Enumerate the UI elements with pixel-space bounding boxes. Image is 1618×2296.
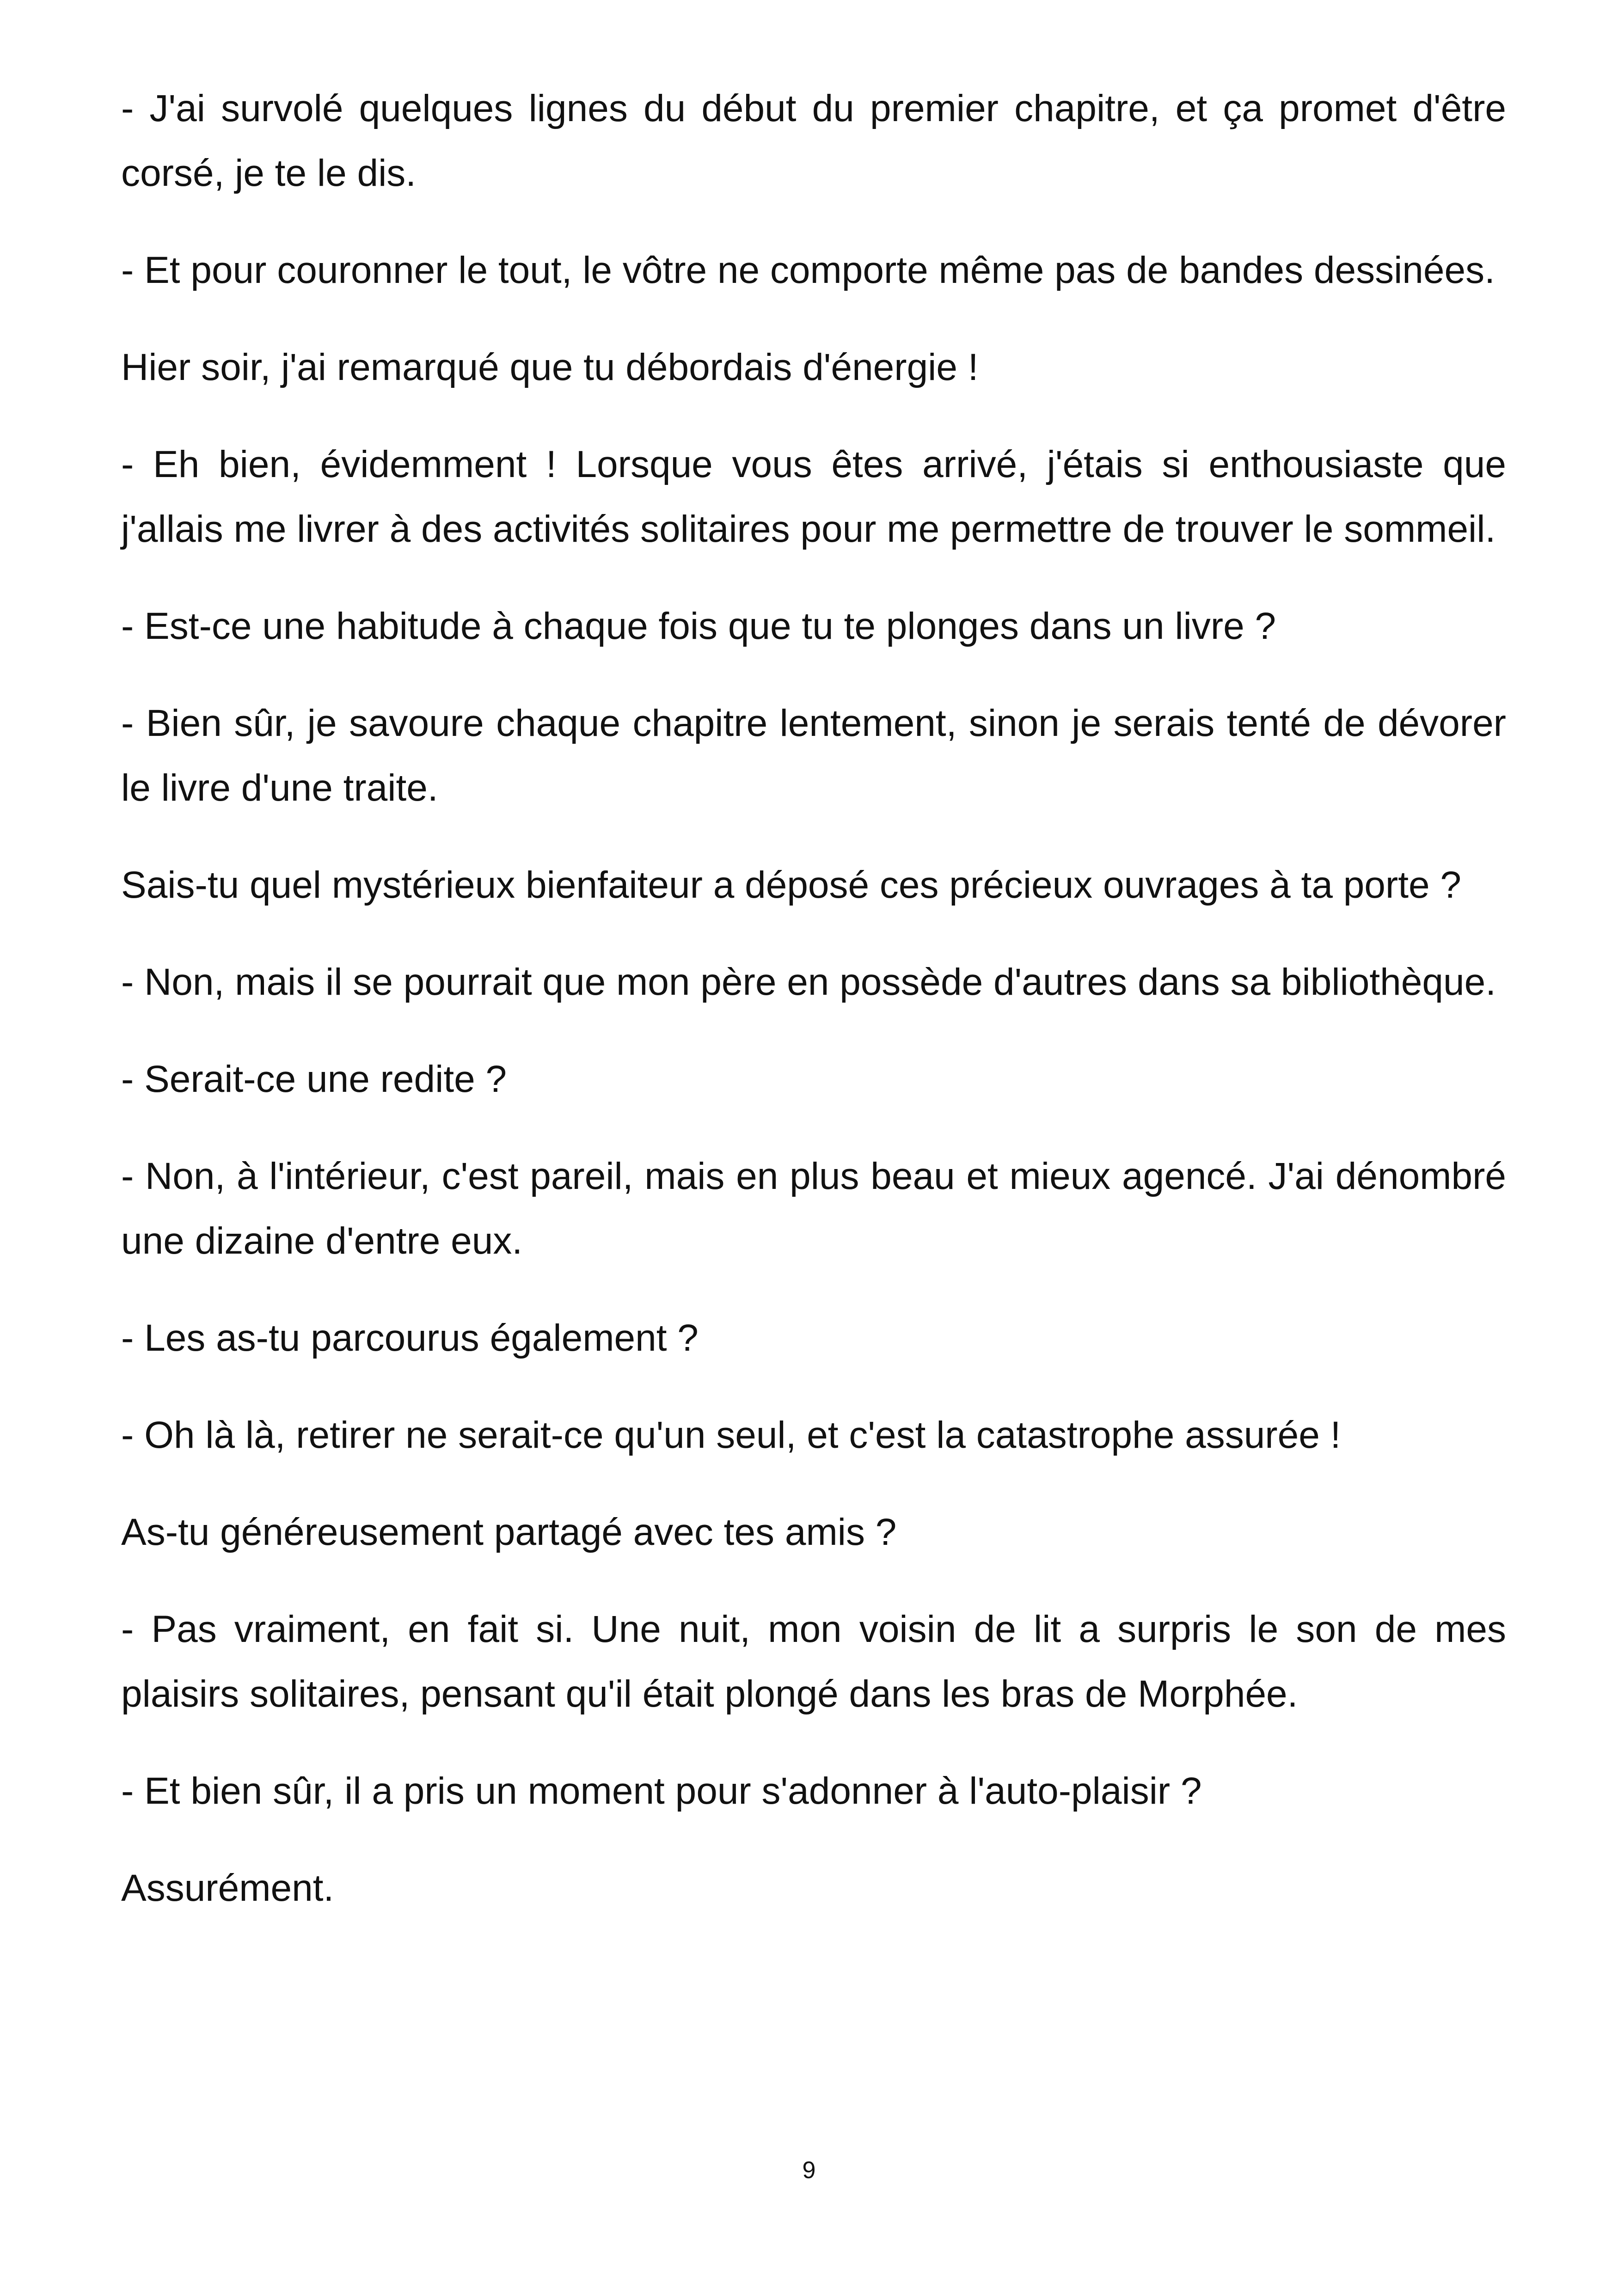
paragraph: - Eh bien, évidemment ! Lorsque vous êtes arrivé, j'étais si enthousiaste que j'allais me livrer à des activités solitaires pour me permettre de trouver le sommeil. — [121, 443, 1506, 550]
paragraph: - Non, mais il se pourrait que mon père en possède d'autres dans sa bibliothèque. — [121, 961, 1496, 1003]
paragraph: - Est-ce une habitude à chaque fois que tu te plonges dans un livre ? — [121, 605, 1276, 647]
text-body — [121, 76, 1506, 1953]
paragraph: - Et pour couronner le tout, le vôtre ne comporte même pas de bandes dessinées. — [121, 249, 1495, 291]
paragraph: As-tu généreusement partagé avec tes amis ? — [121, 1511, 897, 1553]
paragraph: - J'ai survolé quelques lignes du début du premier chapitre, et ça promet d'être corsé, je te le dis. — [121, 87, 1506, 194]
paragraph: - Les as-tu parcourus également ? — [121, 1317, 699, 1359]
paragraph: - Pas vraiment, en fait si. Une nuit, mon voisin de lit a surpris le son de mes plaisirs solitaires, pensant qu'il était plongé dans les bras de Morphée. — [121, 1608, 1506, 1715]
paragraph: Assurément. — [121, 1867, 334, 1909]
paragraph: - Non, à l'intérieur, c'est pareil, mais en plus beau et mieux agencé. J'ai dénombré une dizaine d'entre eux. — [121, 1155, 1506, 1262]
page-number: 9 — [802, 2157, 816, 2184]
paragraph: Hier soir, j'ai remarqué que tu débordais d'énergie ! — [121, 346, 979, 388]
paragraph: - Oh là là, retirer ne serait-ce qu'un seul, et c'est la catastrophe assurée ! — [121, 1414, 1341, 1456]
paragraph: - Et bien sûr, il a pris un moment pour s'adonner à l'auto-plaisir ? — [121, 1770, 1202, 1812]
paragraph: - Serait-ce une redite ? — [121, 1058, 507, 1100]
paragraph: Sais-tu quel mystérieux bienfaiteur a déposé ces précieux ouvrages à ta porte ? — [121, 864, 1461, 906]
paragraph: - Bien sûr, je savoure chaque chapitre lentement, sinon je serais tenté de dévorer le livre d'une traite. — [121, 702, 1506, 809]
